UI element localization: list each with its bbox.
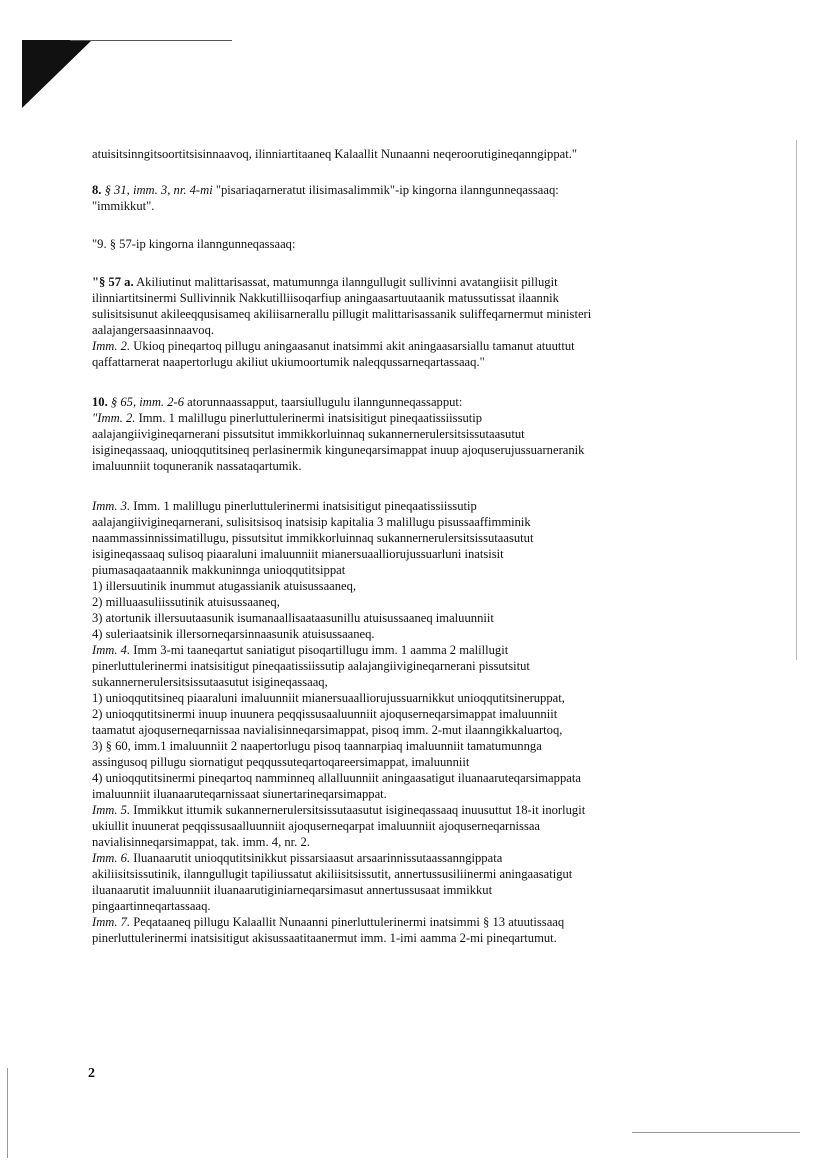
document-body bbox=[92, 146, 732, 946]
amendment-8: 8. § 31, imm. 3, nr. 4-mi "pisariaqarneratut ilisimasalimmik"-ip kingorna ilanngunneqassaaq: "immikkut". bbox=[92, 183, 559, 213]
amendment-10: 10. § 65, imm. 2-6 atorunnaassapput, taarsiullugulu ilanngunneqassapput: "Imm. 2. Imm. 1 malillugu pinerluttulerinermi inatsisitigut pineqaatissiissutip aalajangiivigineqarnerani pissutsitut immikkorluinnaq sukannernerulersitsissutaasutut isigineqassaaq, unioqqutitsineq perlasinermik kinguneqarsimappat inuup ajoquserujussuarneranik imaluunniit toquneranik nassataqartumik. bbox=[92, 395, 585, 473]
paragraph: atuisitsinngitsoortitsisinnaavoq, ilinniartitaaneq Kalaallit Nunaanni neqeroorutigineqanngippat." bbox=[92, 147, 577, 161]
page-number: 2 bbox=[88, 1066, 95, 1081]
imm-4: Imm. 4. Imm 3-mi taaneqartut saniatigut pisoqartillugu imm. 1 aamma 2 malillugit pinerluttulerinermi inatsisitigut pineqaatissiissutip aalajangiivigineqarnerani pissutsitut sukannernerulersitsissutaasutut isigineqassaaq, 1) unioqqutitsineq piaaraluni imaluunniit mianersuaalliorujussuarnikkut unioqqutitsineruppat, 2) unioqqutitsinermi inuup inuunera peqqissusaaluunniit ajoquserneqarsimappat imaluunniit taamatut ajoquserneqarnissaa navialisinneqarsimappat, pisoq imm. 2-mut ilaanngikkaluartoq, 3) § 60, imm.1 imaluunniit 2 naapertorlugu pisoq taannarpiaq imaluunniit tamatumunnga assingusoq pillugu siornatigut peqqussuteqartoqareersimappat, imaluunniit 4) unioqqutitsinermi pineqartoq namminneq allalluunniit aningaasatigut iluanaaruteqarsimappata imaluunniit iluanaaruteqarnissaat siunertarineqarsimappat. bbox=[92, 643, 581, 801]
amendment-9: "9. § 57-ip kingorna ilanngunneqassaaq: bbox=[92, 237, 296, 251]
scan-edge-right bbox=[796, 140, 797, 660]
section-57a-imm2: Imm. 2. Ukioq pineqartoq pillugu aningaasanut inatsimmi akit aningaasarsiallu tamanut atuuttut qaffattarnerat naapertorlugu akiliut ukiumoortumik naleqqussarneqartassaaq." bbox=[92, 339, 575, 369]
corner-registration-mark bbox=[22, 40, 94, 117]
imm-6: Imm. 6. Iluanaarutit unioqqutitsinikkut pissarsiaasut arsaarinnissutaassanngippata akiliisitsissutinik, ilanngullugit tapiliussatut akiliisitsissutit, annertussusiliinermi aningaasatigut iluanaarutit imaluunniit iluanaarutiginiarneqarsimasut annertussusaat immikkut pingaartinneqartassaaq. bbox=[92, 851, 573, 913]
imm-5: Imm. 5. Immikkut ittumik sukannernerulersitsissutaasutut isigineqassaaq inuusuttut 18-it inorlugit ukiullit inuunerat peqqissusaalluunniit ajoquserneqarpat imaluunniit ajoquserneqarnissaa navialisinneqarsimappat, tak. imm. 4, nr. 2. bbox=[92, 803, 586, 849]
imm-3: Imm. 3. Imm. 1 malillugu pinerluttulerinermi inatsisitigut pineqaatissiissutip aalajangiivigineqarnerani, sulisitsisoq inatsisip kapitalia 3 malillugu pisussaaffimminik naammassinnissimatillugu, pissutsitut immikkorluinnaq sukannernerulersitsissutaasutut isigineqassaaq sulisoq piaaraluni imaluunniit mianersuaalliorujussuarluni inatsisit piumasaqaataannik makkuninnga unioqqutitsippat 1) illersuutinik inummut atugassianik atuisussaaneq, 2) milluaasuliissutinik atuisussaaneq, 3) atortunik illersuutaasunik isumanaallisaataasunillu atuisussaaneq imaluunniit 4) suleriaatsinik illersorneqarsinnaasunik atuisussaaneq. bbox=[92, 499, 534, 641]
section-57a: "§ 57 a. Akiliutinut malittarisassat, matumunnga ilanngullugit sullivinni avatangiisit pillugit ilinniartitsinermi Sullivinnik Nakkutilliisoqarfiup aningaasartuutaanik matussutissat ilaannik sulisitsisunut akileeqqusisameq akiliisarnerallu pillugit malittarisassanik suliffeqarnermut ministeri aalajangersaasinnaavoq. bbox=[92, 275, 592, 337]
bottom-rule bbox=[632, 1132, 800, 1133]
top-rule bbox=[70, 40, 232, 41]
imm-7: Imm. 7. Peqataaneq pillugu Kalaallit Nunaanni pinerluttulerinermi inatsimmi § 13 atuutissaaq pinerluttulerinermi inatsisitigut akisussaatitaanermut imm. 1-imi aamma 2-mi pineqartumut. bbox=[92, 915, 565, 945]
scan-edge-left bbox=[7, 1068, 8, 1158]
